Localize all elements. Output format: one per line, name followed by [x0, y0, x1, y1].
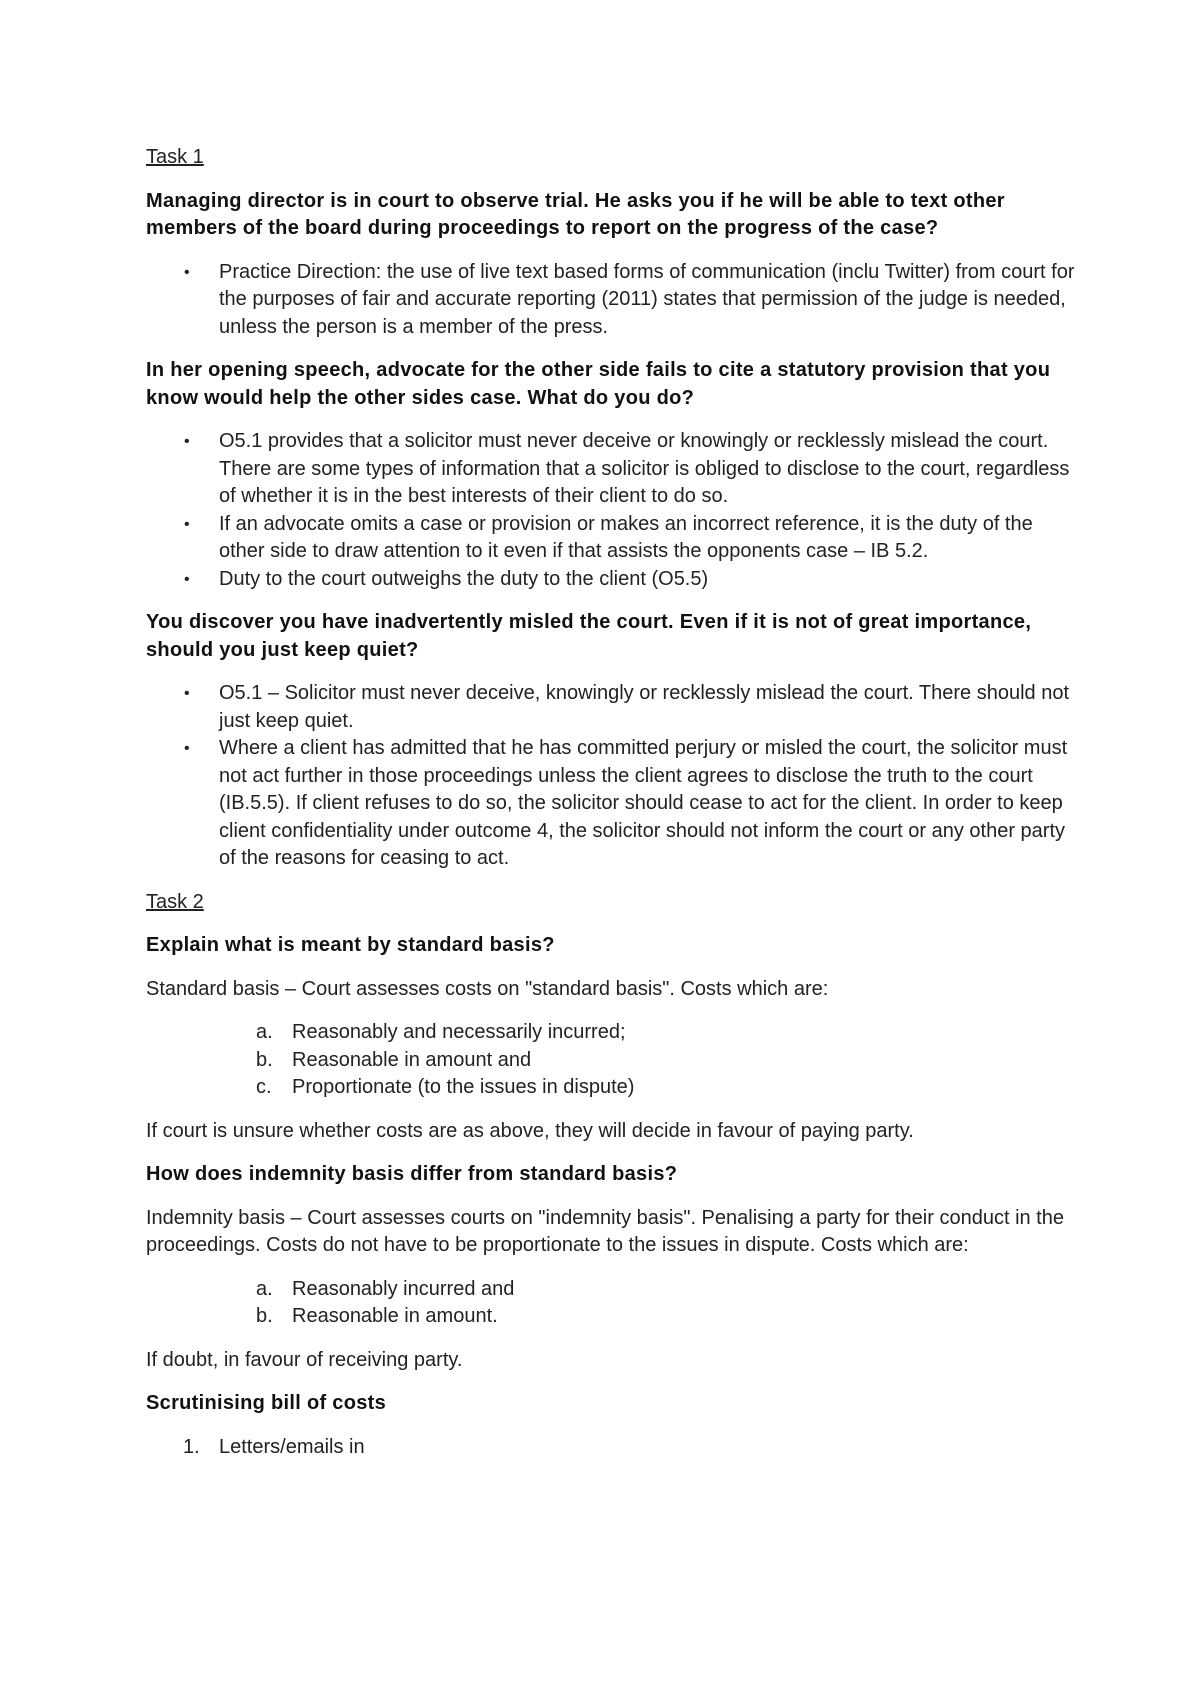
bullet-text: O5.1 provides that a solicitor must never deceive or knowingly or recklessly mislead the court. There are some types of information that a solicitor is obliged to disclose to the court, regardless of whether it is in the best interests of their client to do so.	[219, 430, 1070, 507]
indemnity-basis-conclusion: If doubt, in favour of receiving party.	[146, 1348, 463, 1371]
list-text: Reasonable in amount.	[292, 1305, 498, 1327]
task-1-question-2-bullets	[146, 428, 1076, 593]
bullet-text: Practice Direction: the use of live text based forms of communication (inclu Twitter) from court for the purposes of fair and accurate reporting (2011) states that permission of the judge is needed, unless the person is a member of the press.	[219, 260, 1075, 338]
list-item	[146, 1434, 1076, 1462]
list-item	[146, 1047, 1076, 1075]
list-text: Reasonably incurred and	[292, 1277, 515, 1300]
task-1-question-1-bullets	[146, 259, 1076, 342]
task-1-question-3: You discover you have inadvertently misled the court. Even if it is not of great importance, should you just keep quiet?	[146, 611, 1032, 661]
bullet-text: Where a client has admitted that he has committed perjury or misled the court, the solicitor must not act further in those proceedings unless the client agrees to disclose the truth to the court (IB.5.5). If client refuses to do so, the solicitor should cease to act for the client. In order to keep client confidentiality under outcome 4, the solicitor should not inform the court or any other party of the reasons for ceasing to act.	[219, 737, 1068, 869]
bullet-text: O5.1 – Solicitor must never deceive, knowingly or recklessly mislead the court. There should not just keep quiet.	[219, 682, 1070, 732]
bullet-item	[146, 259, 1076, 342]
list-item	[146, 1019, 1076, 1047]
task-2-question-3: Scrutinising bill of costs	[146, 1392, 387, 1414]
document-page	[146, 144, 1076, 1477]
list-text: Reasonable in amount and	[292, 1048, 532, 1071]
list-marker: b.	[256, 1048, 273, 1071]
bullet-item	[146, 511, 1076, 566]
task-1-question-2: In her opening speech, advocate for the other side fails to cite a statutory provision that you know would help the other sides case. What do you do?	[146, 359, 1051, 409]
list-text: Proportionate (to the issues in dispute)	[292, 1076, 635, 1098]
task-1-heading: Task 1	[146, 146, 204, 168]
task-2-heading: Task 2	[146, 890, 204, 913]
list-item	[146, 1276, 1076, 1304]
bullet-text: Duty to the court outweighs the duty to the client (O5.5)	[219, 567, 709, 590]
list-marker: c.	[256, 1076, 272, 1098]
list-text: Letters/emails in	[219, 1435, 365, 1458]
list-text: Reasonably and necessarily incurred;	[292, 1021, 626, 1043]
bullet-item	[146, 566, 1076, 594]
list-item	[146, 1303, 1076, 1331]
bullet-icon: •	[184, 740, 190, 757]
indemnity-basis-list	[146, 1276, 1076, 1331]
bullet-item	[146, 735, 1076, 873]
bullet-icon: •	[184, 263, 190, 281]
standard-basis-conclusion: If court is unsure whether costs are as above, they will decide in favour of paying party.	[146, 1119, 914, 1142]
bullet-item	[146, 680, 1076, 735]
list-item	[146, 1074, 1076, 1102]
standard-basis-list	[146, 1019, 1076, 1102]
bullet-text: If an advocate omits a case or provision or makes an incorrect reference, it is the duty of the other side to draw attention to it even if that assists the opponents case – IB 5.2.	[219, 512, 1033, 562]
bill-of-costs-list	[146, 1434, 1076, 1462]
bullet-icon: •	[184, 433, 190, 450]
task-1-question-3-bullets	[146, 680, 1076, 873]
list-marker: b.	[256, 1305, 273, 1327]
bullet-icon: •	[184, 570, 190, 588]
list-marker: a.	[256, 1021, 273, 1043]
bullet-item	[146, 428, 1076, 511]
bullet-icon: •	[184, 515, 190, 533]
task-1-question-1: Managing director is in court to observe trial. He asks you if he will be able to text other members of the board during proceedings to report on the progress of the case?	[146, 189, 1005, 239]
task-2-question-1: Explain what is meant by standard basis?	[146, 934, 555, 956]
list-marker: 1.	[183, 1435, 200, 1458]
bullet-icon: •	[184, 685, 190, 702]
task-2-question-2: How does indemnity basis differ from standard basis?	[146, 1163, 678, 1185]
indemnity-basis-intro: Indemnity basis – Court assesses courts on "indemnity basis". Penalising a party for their conduct in the proceedings. Costs do not have to be proportionate to the issues in dispute. Costs which are:	[146, 1206, 1064, 1256]
standard-basis-intro: Standard basis – Court assesses costs on "standard basis". Costs which are:	[146, 977, 829, 1000]
list-marker: a.	[256, 1277, 273, 1300]
